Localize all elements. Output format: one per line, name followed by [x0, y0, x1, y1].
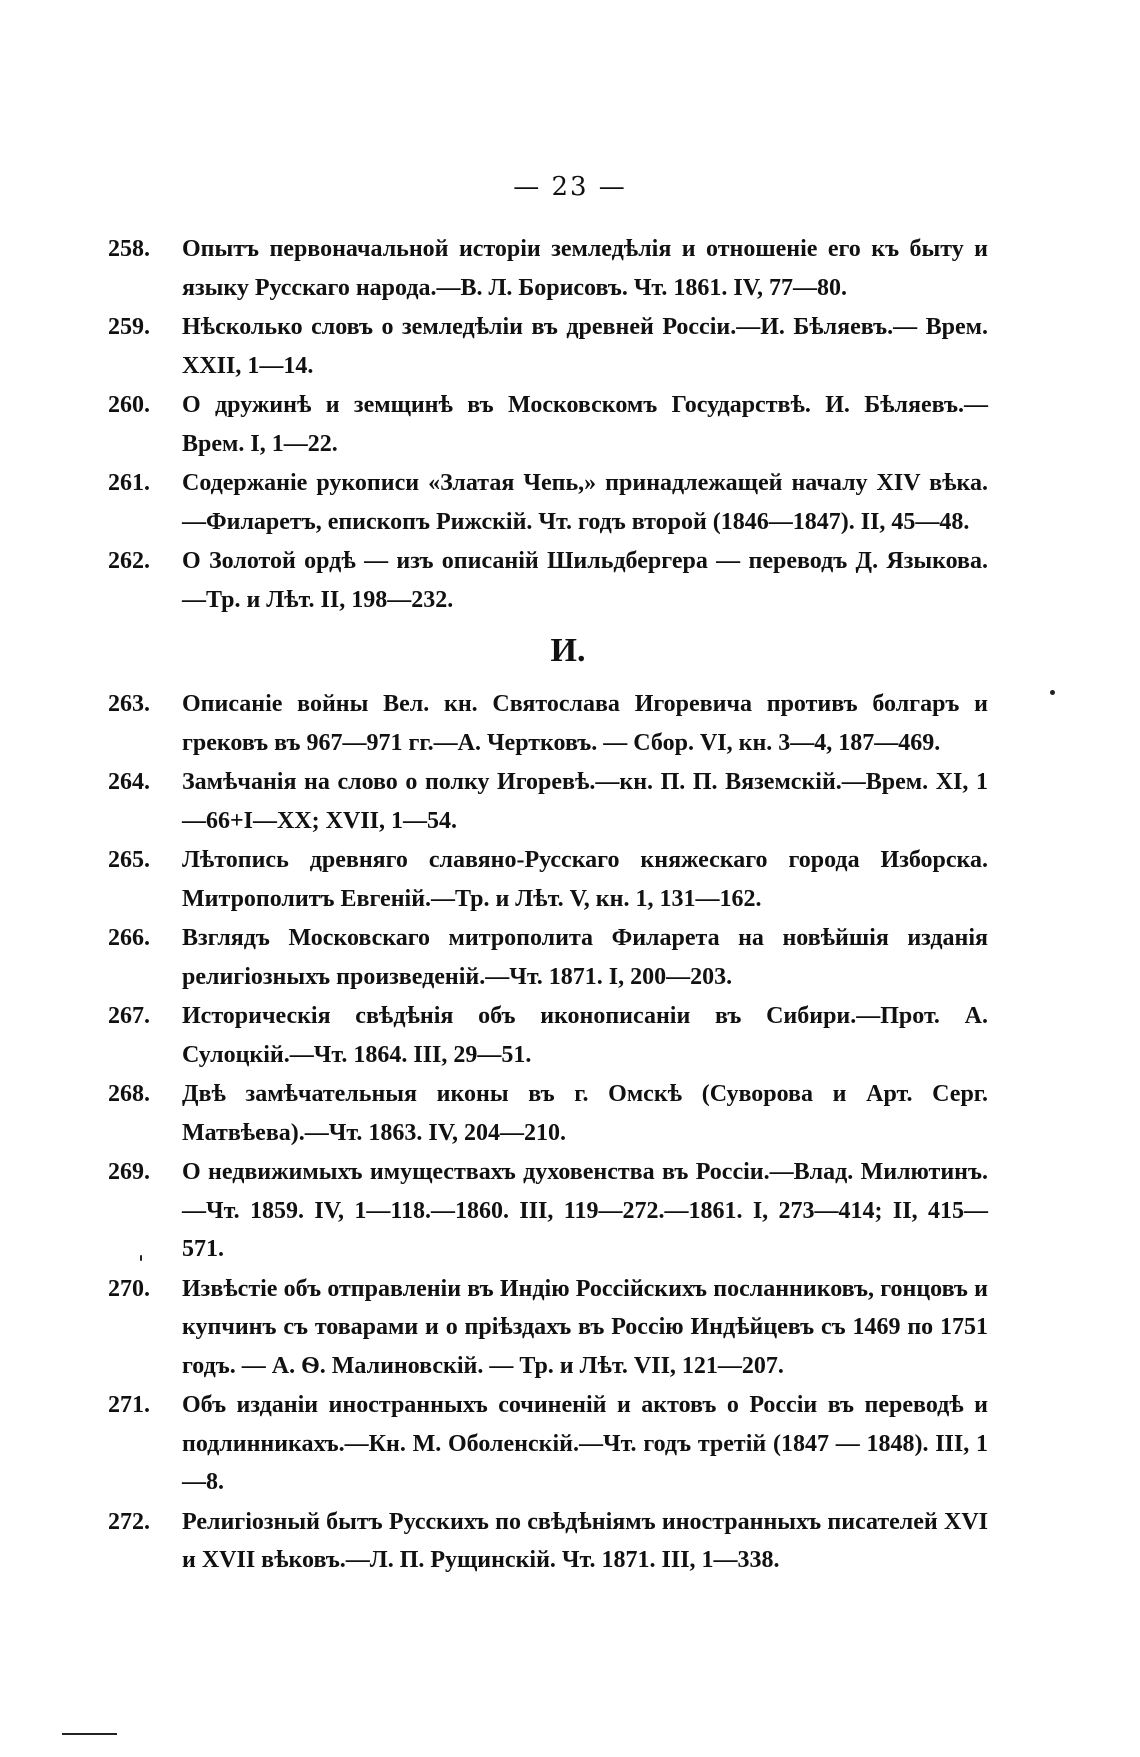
entry-number: 261. — [108, 470, 150, 496]
list-item — [108, 464, 988, 541]
entry-text: Лѣтопись древняго славяно-Русскаго княжескаго города Изборска. Митрополитъ Евгеній.—Тр. и Лѣт. V, кн. 1, 131—162. — [182, 847, 988, 912]
scan-speck — [1050, 690, 1055, 695]
list-item — [108, 230, 988, 307]
entry-number: 272. — [108, 1508, 150, 1535]
list-item — [108, 1386, 988, 1502]
list-item — [108, 763, 988, 840]
entry-text: О недвижимыхъ имуществахъ духовенства въ Россіи.—Влад. Милютинъ.—Чт. 1859. IV, 1—118.—1860. III, 119—272.—1861. I, 273—414; II, 415—571. — [182, 1159, 988, 1262]
entry-text: О Золотой ордѣ — изъ описаній Шильдбергера — переводъ Д. Языкова.—Тр. и Лѣт. II, 198—232. — [182, 548, 988, 613]
entry-number: 263. — [108, 691, 150, 717]
list-item — [108, 1075, 988, 1152]
entry-text: Взглядъ Московскаго митрополита Филарета на новѣйшія изданія религіозныхъ произведеній.—Чт. 1871. I, 200—203. — [182, 925, 988, 990]
scan-edge-mark — [62, 1733, 117, 1735]
list-item — [108, 997, 988, 1074]
list-item — [108, 1503, 988, 1580]
entry-text: Описаніе войны Вел. кн. Святослава Игоревича противъ болгаръ и грековъ въ 967—971 гг.—А. Чертковъ. — Сбор. VI, кн. 3—4, 187—469. — [182, 691, 988, 756]
entry-number: 270. — [108, 1275, 150, 1302]
list-item — [108, 542, 988, 619]
entry-number: 271. — [108, 1392, 150, 1418]
section-heading: И. — [550, 632, 586, 669]
entry-text: Объ изданіи иностранныхъ сочиненій и актовъ о Россіи въ переводѣ и подлинникахъ.—Кн. М. Оболенскій.—Чт. годъ третій (1847 — 1848). III, 1—8. — [182, 1392, 988, 1495]
entry-text: Религіозный бытъ Русскихъ по свѣдѣніямъ иностранныхъ писателей XVI и XVII вѣковъ.—Л. П. Рущинскій. Чт. 1871. III, 1—338. — [182, 1508, 988, 1573]
entry-number: 268. — [108, 1081, 150, 1107]
list-item — [108, 1270, 988, 1386]
entry-text: Нѣсколько словъ о земледѣліи въ древней Россіи.—И. Бѣляевъ.— Врем. XXII, 1—14. — [182, 314, 988, 379]
entry-number: 267. — [108, 1003, 150, 1029]
list-item — [108, 685, 988, 762]
entry-text: Опытъ первоначальной исторіи земледѣлія и отношеніе его къ быту и языку Русскаго народа.—В. Л. Борисовъ. Чт. 1861. IV, 77—80. — [182, 236, 988, 301]
entry-text: Двѣ замѣчательныя иконы въ г. Омскѣ (Суворова и Арт. Серг. Матвѣева).—Чт. 1863. IV, 204—210. — [182, 1081, 988, 1146]
entry-number: 259. — [108, 314, 150, 340]
list-item — [108, 919, 988, 996]
entry-number: 262. — [108, 548, 150, 574]
entry-number: 265. — [108, 847, 150, 873]
entry-text: Историческія свѣдѣнія объ иконописаніи въ Сибири.—Прот. А. Сулоцкій.—Чт. 1864. III, 29—51. — [182, 1003, 988, 1068]
list-item — [108, 1153, 988, 1269]
list-item — [108, 308, 988, 385]
scan-speck — [140, 1255, 142, 1261]
list-item — [108, 386, 988, 463]
entry-text: Замѣчанія на слово о полку Игоревѣ.—кн. П. П. Вяземскій.—Врем. XI, 1—66+I—XX; XVII, 1—54. — [182, 769, 988, 834]
list-item — [108, 841, 988, 918]
entry-number: 264. — [108, 769, 150, 795]
page-number: — 23 — — [513, 172, 627, 202]
entry-text: О дружинѣ и земщинѣ въ Московскомъ Государствѣ. И. Бѣляевъ.— Врем. I, 1—22. — [182, 392, 988, 457]
bibliography-list — [108, 230, 988, 1581]
entry-text: Содержаніе рукописи «Златая Чепь,» принадлежащей началу XIV вѣка.—Филаретъ, епископъ Рижскій. Чт. годъ второй (1846—1847). II, 45—48. — [182, 470, 988, 535]
entry-number: 269. — [108, 1159, 150, 1185]
entry-text: Извѣстіе объ отправленіи въ Индію Россійскихъ посланниковъ, гонцовъ и купчинъ съ товарами и о пріѣздахъ въ Россію Индѣйцевъ съ 1469 по 1751 годъ. — А. Ѳ. Малиновскій. — Тр. и Лѣт. VII, 121—207. — [182, 1275, 988, 1379]
entry-number: 260. — [108, 392, 150, 418]
entry-number: 266. — [108, 925, 150, 951]
entry-number: 258. — [108, 236, 150, 262]
